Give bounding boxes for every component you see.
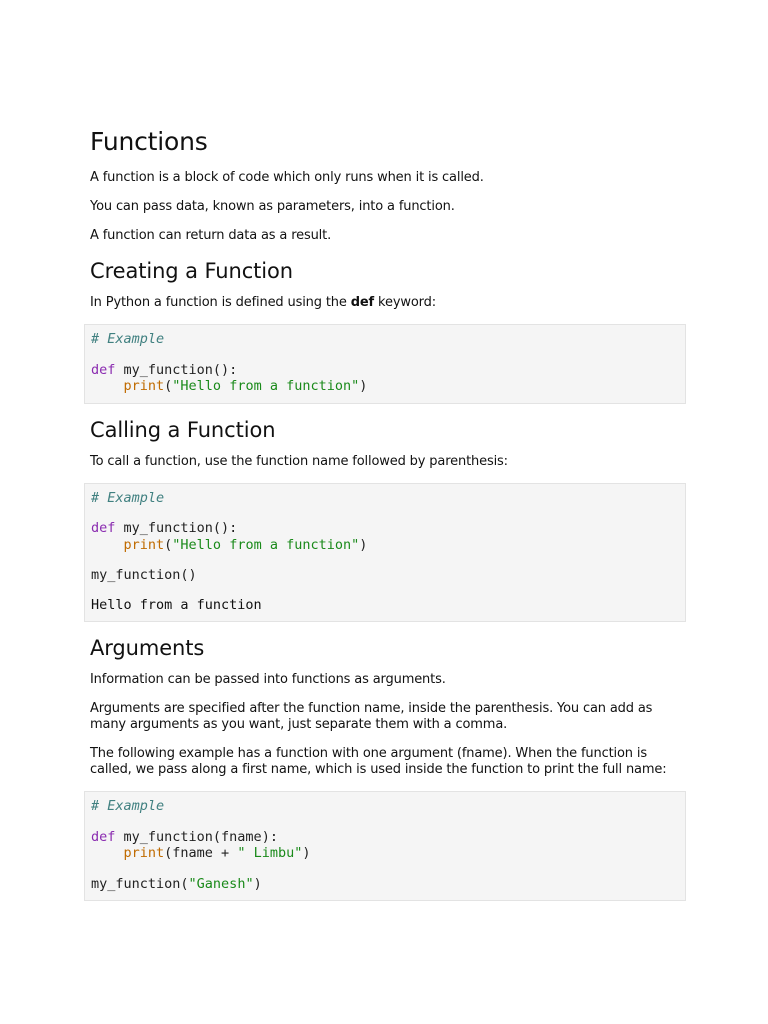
creating-text: In Python a function is defined using the — [90, 295, 351, 310]
code-block-creating — [84, 324, 686, 404]
code-line-def: def my_function(): — [91, 520, 238, 536]
code-line-print: print(fname + " Limbu") — [123, 845, 311, 861]
code-line-print: print("Hello from a function") — [123, 536, 368, 553]
calling-paragraph: To call a function, use the function name followed by parenthesis: — [90, 453, 508, 469]
page-title: Functions — [90, 127, 208, 156]
arguments-paragraph: Information can be passed into functions as arguments. — [90, 672, 446, 687]
code-output: Hello from a function — [91, 596, 262, 613]
code-block-calling — [84, 483, 686, 623]
code-comment: # Example — [91, 798, 165, 814]
code-line-print: print("Hello from a function") — [123, 378, 368, 394]
arguments-paragraph: Arguments are specified after the function name, inside the parenthesis. You can add as many arguments as you want, just separate them with a comma. — [90, 701, 653, 732]
arguments-paragraph: The following example has a function with one argument (fname). When the function is called, we pass along a first name, which is used inside the function to print the full name: — [90, 746, 667, 777]
code-line-call: my_function("Ganesh") — [91, 875, 262, 892]
code-block-arguments — [84, 791, 686, 901]
code-line-def: def my_function(): — [91, 361, 238, 378]
code-comment: # Example — [91, 331, 165, 347]
intro-paragraph: A function can return data as a result. — [90, 228, 332, 243]
creating-paragraph — [90, 295, 690, 311]
document-content — [90, 126, 690, 913]
code-line-def: def my_function(fname): — [91, 828, 278, 845]
section-heading-calling: Calling a Function — [90, 417, 276, 442]
section-heading-arguments: Arguments — [90, 636, 205, 660]
code-comment: # Example — [91, 489, 165, 506]
section-heading-creating: Creating a Function — [90, 259, 293, 283]
def-keyword: def — [350, 295, 375, 310]
intro-paragraph: You can pass data, known as parameters, into a function. — [90, 199, 455, 214]
code-line-call: my_function() — [91, 567, 197, 583]
creating-text-end: keyword: — [374, 295, 436, 310]
intro-paragraph: A function is a block of code which only runs when it is called. — [90, 170, 484, 185]
